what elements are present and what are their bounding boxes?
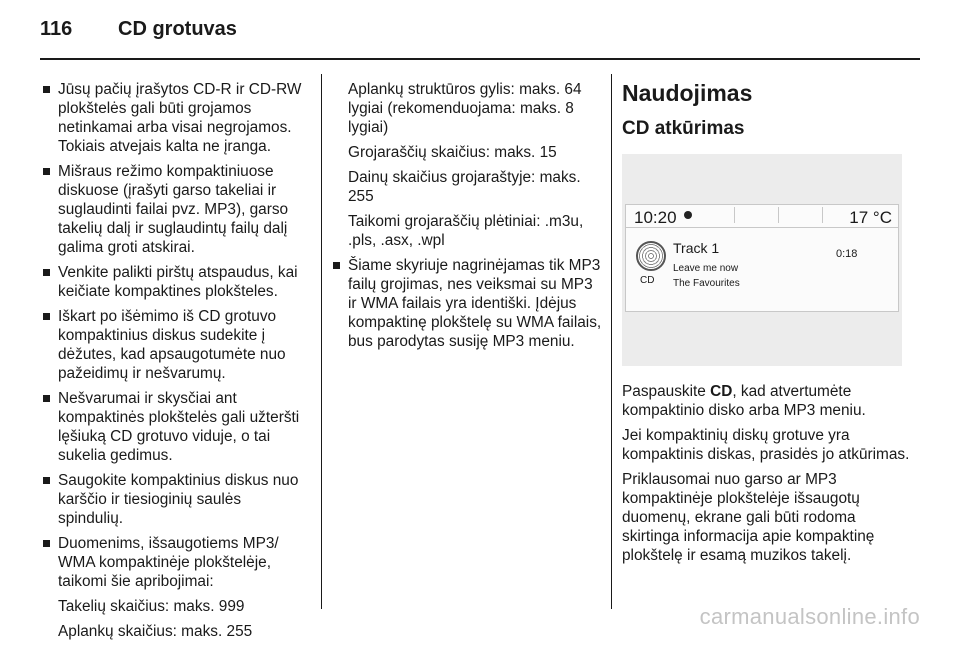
limit-line: Takelių skaičius: maks. 999 xyxy=(58,598,245,615)
bullet-square-icon xyxy=(43,269,50,276)
bullet-item: Mišraus režimo kompaktiniuose diskuose (įrašyti garso takeliai ir suglaudinti failai pvz. MP3), garso takelių dalį ir suglaudintų failų dalį galima groti atskirai. xyxy=(42,162,308,257)
bullet-item: Saugokite kompaktinius diskus nuo karščio ir tiesioginių saulės spindulių. xyxy=(42,471,308,528)
clock-time: 10:20 xyxy=(634,208,677,227)
column-1 xyxy=(42,80,308,647)
subsection-heading: CD atkūrimas xyxy=(622,118,745,139)
elapsed-time: 0:18 xyxy=(836,248,858,260)
status-bar xyxy=(626,205,898,228)
page-number: 116 xyxy=(40,18,73,40)
bullet-square-icon xyxy=(43,395,50,402)
header-rule xyxy=(40,58,920,60)
limit-line: Dainų skaičius grojaraštyje: maks. 255 xyxy=(348,169,581,205)
source-label: CD xyxy=(640,275,655,286)
page-title: CD grotuvas xyxy=(118,18,237,40)
status-dot-icon xyxy=(684,211,692,219)
bullet-item: Jūsų pačių įrašytos CD-R ir CD-RW plokštelės gali būti grojamos netinkamai arba visai negrojamos. Tokiais atvejais kalta ne įranga. xyxy=(42,80,308,156)
bullet-square-icon xyxy=(43,86,50,93)
paragraph: Paspauskite CD, kad atvertumėte kompaktinio disko arba MP3 meniu. xyxy=(622,383,866,419)
limit-line: Aplankų struktūros gylis: maks. 64 lygiai (rekomenduojama: maks. 8 lygiai) xyxy=(348,81,582,136)
section-heading: Naudojimas xyxy=(622,80,753,106)
infotainment-screen xyxy=(625,204,899,312)
column-divider-2 xyxy=(611,74,612,609)
bullet-square-icon xyxy=(43,540,50,547)
album-title: The Favourites xyxy=(673,278,740,289)
paragraph: Priklausomai nuo garso ar MP3 kompaktinėje plokštelėje išsaugotų duomenų, ekrane gali būti rodoma skirtinga informacija apie kompaktinę plokštelę ir esamą muzikos takelį. xyxy=(622,471,875,564)
paragraph: Jei kompaktinių diskų grotuve yra kompaktinis diskas, prasidės jo atkūrimas. xyxy=(622,427,910,463)
status-separator xyxy=(778,207,779,223)
bullet-square-icon xyxy=(43,477,50,484)
status-separator xyxy=(734,207,735,223)
bullet-item: Iškart po išėmimo iš CD grotuvo kompaktinius diskus sudekite į dėžutes, kad apsaugotumėte nuo pažeidimų ir nešvarumų. xyxy=(42,307,308,383)
limit-line: Taikomi grojaraščių plėtiniai: .m3u, .pls, .asx, .wpl xyxy=(348,213,584,249)
column-2 xyxy=(332,80,604,357)
column-divider-1 xyxy=(321,74,322,609)
status-separator xyxy=(822,207,823,223)
limit-line: Aplankų skaičius: maks. 255 xyxy=(58,623,253,640)
page-header xyxy=(40,18,237,41)
bullet-item: Duomenims, išsaugotiems MP3/ WMA kompaktinėje plokštelėje, taikomi šie apribojimai: xyxy=(42,534,308,591)
song-title: Leave me now xyxy=(673,263,739,274)
temperature: 17 °C xyxy=(849,208,892,227)
bullet-item: Šiame skyriuje nagrinėjamas tik MP3 failų grojimas, nes veiksmai su MP3 ir WMA failais yra identiški. Įdėjus kompaktinę plokštelę su WMA failais, bus parodytas susiję MP3 meniu. xyxy=(332,256,604,351)
bullet-square-icon xyxy=(43,313,50,320)
track-title: Track 1 xyxy=(673,240,720,256)
bullet-item: Nešvarumai ir skysčiai ant kompaktinės plokštelės gali užteršti lęšiuką CD grotuvo viduje, o tai sukelia gedimus. xyxy=(42,389,308,465)
limit-line: Grojaraščių skaičius: maks. 15 xyxy=(348,144,557,161)
cd-button-label: CD xyxy=(710,383,733,400)
bullet-item: Venkite palikti pirštų atspaudus, kai keičiate kompaktines plokšteles. xyxy=(42,263,308,301)
cd-disc-icon xyxy=(636,241,666,271)
display-figure xyxy=(622,154,902,366)
bullet-square-icon xyxy=(333,262,340,269)
column-3 xyxy=(622,80,912,571)
bullet-square-icon xyxy=(43,168,50,175)
watermark: carmanualsonline.info xyxy=(699,604,920,629)
